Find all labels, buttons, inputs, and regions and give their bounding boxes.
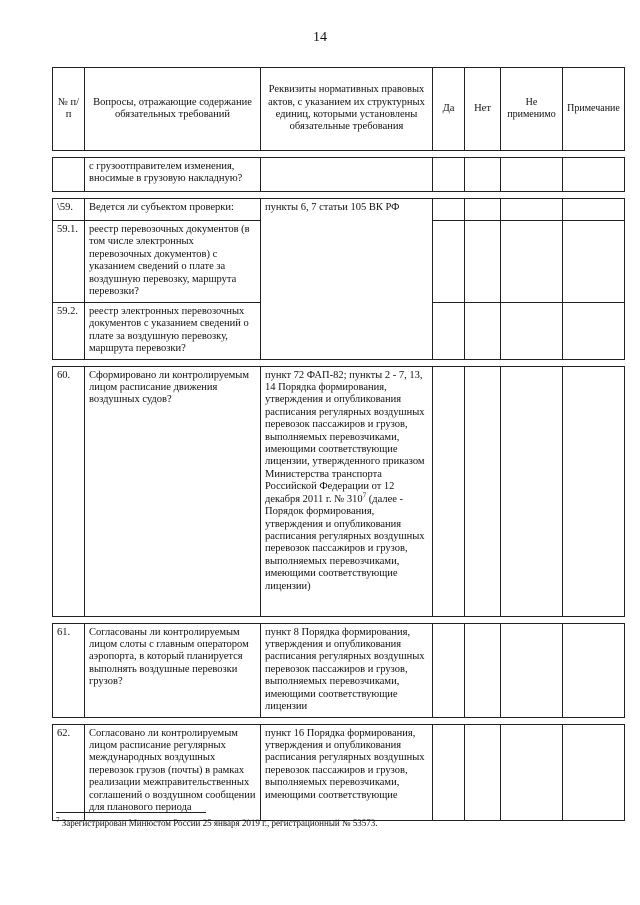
row-number: \59. bbox=[53, 199, 85, 221]
answer-no-cell[interactable] bbox=[465, 623, 501, 717]
requisites-text: пункт 72 ФАП-82; пункты 2 - 7, 13, 14 Порядка формирования, утверждения и опубликования расписания регулярных воздушных перевозок пассажиров и грузов, выполняемых перевозчиками, имеющими соответствующие лицензии, утвержденного приказом Министерства транспорта Российской Федерации от 12 декабря 2011 г. № 310 bbox=[265, 369, 425, 505]
answer-na-cell[interactable] bbox=[501, 221, 563, 303]
header-notes: Примечание bbox=[563, 68, 625, 151]
answer-na-cell[interactable] bbox=[501, 158, 563, 192]
row-requisites: пункт 8 Порядка формирования, утверждения и опубликования расписания регулярных воздушных перевозок пассажиров и грузов, выполняемых перевозчиками, имеющими соответствующие лицензии bbox=[261, 623, 433, 717]
answer-na-cell[interactable] bbox=[501, 366, 563, 616]
answer-yes-cell[interactable] bbox=[433, 724, 465, 820]
header-requisites: Реквизиты нормативных правовых актов, с указанием их структурных единиц, которыми установлены обязательные требования bbox=[261, 68, 433, 151]
answer-yes-cell[interactable] bbox=[433, 158, 465, 192]
answer-no-cell[interactable] bbox=[465, 199, 501, 221]
header-question: Вопросы, отражающие содержание обязательных требований bbox=[85, 68, 261, 151]
header-no: Нет bbox=[465, 68, 501, 151]
row-question: Согласованы ли контролируемым лицом слоты с главным оператором аэропорта, в который планируется выполнять воздушные перевозки грузов? bbox=[85, 623, 261, 717]
answer-no-cell[interactable] bbox=[465, 221, 501, 303]
row-number bbox=[53, 158, 85, 192]
row-requisites bbox=[261, 158, 433, 192]
footnote-text: Зарегистрирован Минюстом России 25 января 2019 г., регистрационный № 53573. bbox=[59, 818, 378, 828]
answer-yes-cell[interactable] bbox=[433, 221, 465, 303]
notes-cell[interactable] bbox=[563, 199, 625, 221]
answer-no-cell[interactable] bbox=[465, 303, 501, 360]
answer-na-cell[interactable] bbox=[501, 724, 563, 820]
answer-yes-cell[interactable] bbox=[433, 303, 465, 360]
row-requisites: пункты 6, 7 статьи 105 ВК РФ bbox=[261, 199, 433, 360]
answer-na-cell[interactable] bbox=[501, 303, 563, 360]
footnote-ref: 7 bbox=[362, 491, 367, 500]
header-row bbox=[53, 68, 625, 151]
row-number: 59.1. bbox=[53, 221, 85, 303]
notes-cell[interactable] bbox=[563, 303, 625, 360]
row-number: 60. bbox=[53, 366, 85, 616]
footnote bbox=[56, 818, 378, 828]
footnote-divider bbox=[56, 812, 206, 813]
answer-yes-cell[interactable] bbox=[433, 199, 465, 221]
row-number: 61. bbox=[53, 623, 85, 717]
answer-no-cell[interactable] bbox=[465, 158, 501, 192]
answer-yes-cell[interactable] bbox=[433, 366, 465, 616]
answer-yes-cell[interactable] bbox=[433, 623, 465, 717]
header-num: № п/п bbox=[53, 68, 85, 151]
requisites-text-continued: (далее - Порядок формирования, утверждения и опубликования расписания регулярных воздушных перевозок пассажиров и грузов, выполняемых перевозчиками, имеющими соответствующие лицензии) bbox=[265, 493, 425, 592]
row-question: реестр электронных перевозочных документов с указанием сведений о плате за воздушную перевозку, маршрута перевозки? bbox=[85, 303, 261, 360]
table-row bbox=[53, 158, 625, 192]
row-number: 59.2. bbox=[53, 303, 85, 360]
notes-cell[interactable] bbox=[563, 623, 625, 717]
answer-na-cell[interactable] bbox=[501, 199, 563, 221]
answer-no-cell[interactable] bbox=[465, 724, 501, 820]
page-number: 14 bbox=[313, 30, 327, 45]
row-question: Ведется ли субъектом проверки: bbox=[85, 199, 261, 221]
table-row bbox=[53, 366, 625, 616]
requirements-table bbox=[52, 67, 625, 821]
table-row bbox=[53, 199, 625, 221]
row-requisites: пункт 16 Порядка формирования, утверждения и опубликования расписания регулярных воздушных перевозок пассажиров и грузов, выполняемых перевозчиками, имеющими соответствующие bbox=[261, 724, 433, 820]
row-number: 62. bbox=[53, 724, 85, 820]
header-not-applicable: Не применимо bbox=[501, 68, 563, 151]
table-row bbox=[53, 623, 625, 717]
answer-na-cell[interactable] bbox=[501, 623, 563, 717]
header-yes: Да bbox=[433, 68, 465, 151]
answer-no-cell[interactable] bbox=[465, 366, 501, 616]
notes-cell[interactable] bbox=[563, 366, 625, 616]
row-question: Сформировано ли контролируемым лицом расписание движения воздушных судов? bbox=[85, 366, 261, 616]
notes-cell[interactable] bbox=[563, 158, 625, 192]
row-question: с грузоотправителем изменения, вносимые в грузовую накладную? bbox=[85, 158, 261, 192]
row-question: реестр перевозочных документов (в том числе электронных перевозочных документов) с указанием сведений о плате за воздушную перевозку, маршрута перевозки? bbox=[85, 221, 261, 303]
notes-cell[interactable] bbox=[563, 221, 625, 303]
notes-cell[interactable] bbox=[563, 724, 625, 820]
row-requisites bbox=[261, 366, 433, 616]
row-question: Согласовано ли контролируемым лицом расписание регулярных международных воздушных перевозок грузов (почты) в рамках реализации межправительственных соглашений о воздушном сообщении для планового периода bbox=[85, 724, 261, 820]
footnote-marker: 7 bbox=[56, 816, 60, 824]
table-row bbox=[53, 724, 625, 820]
